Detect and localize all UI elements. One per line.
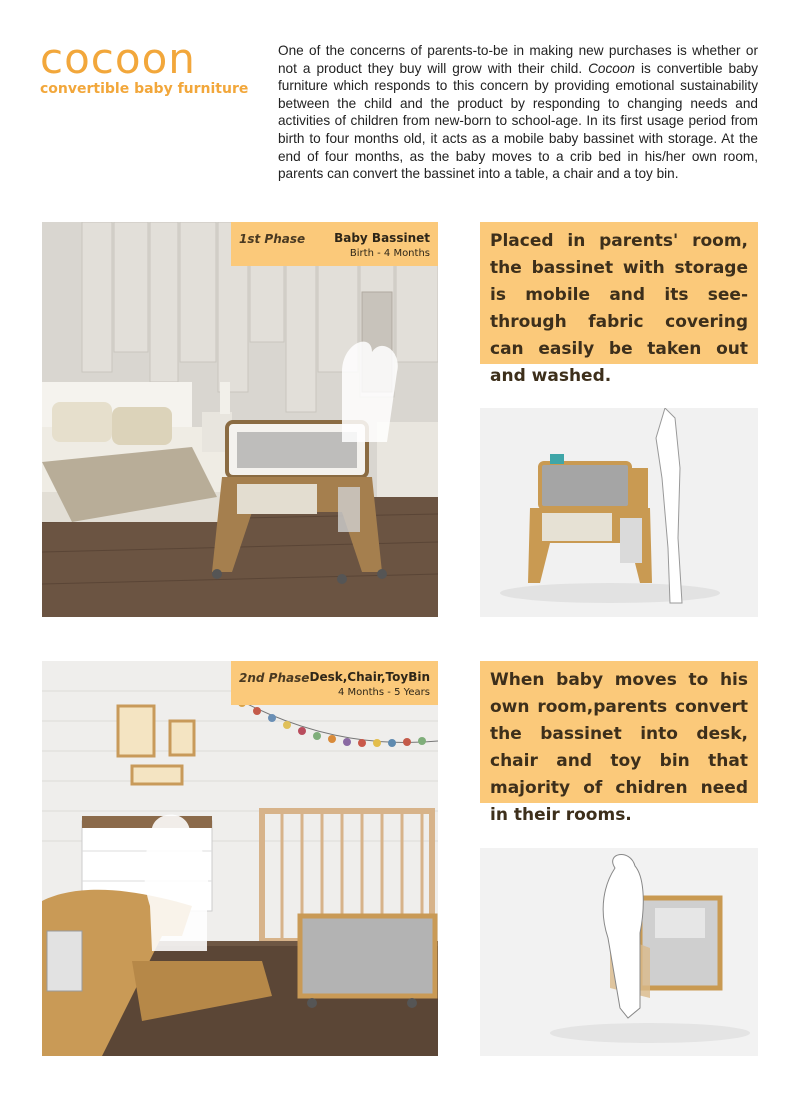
phase1-title: Baby Bassinet [334,231,430,245]
brand-tagline: convertible baby furniture [40,81,249,97]
phase2-range: 4 Months - 5 Years [338,687,430,698]
phase2-description: When baby moves to his own room,parents convert the bassinet into desk, chair and toy bin that majority of chidren need in their rooms. [490,670,748,825]
phase1-description: Placed in parents' room, the bassinet with storage is mobile and its see-through fabric covering can easily be taken out and washed. [490,231,748,386]
phase1-name: 1st Phase [239,232,306,246]
phase2-description-box [480,661,758,825]
phase1-label [231,222,438,266]
phase2-title: Desk,Chair,ToyBin [309,670,430,684]
intro-text-start: One of the concerns of parents-to-be in making new purchases is whether or not a product they buy will grow with their child. [278,43,758,76]
brand-logo: cocoon [40,34,196,83]
intro-text-end: is convertible baby furniture which responds to this concern by providing emotional sustainability between the child and the product by responding to changing needs and activities of children from new-born to school-age. In its first usage period from birth to four months old, it acts as a mobile baby bassinet with storage. At the end of four months, as the baby moves to a crib bed in his/her own room, parents can convert the bassinet into a table, a chair and a toy bin. [278,60,758,182]
phase2-render-image [480,848,758,1056]
phase1-range: Birth - 4 Months [349,248,430,259]
phase2-room-photo [42,661,438,1056]
intro-emphasis: Cocoon [588,60,635,76]
intro-paragraph [278,42,758,183]
phase1-description-box [480,222,758,386]
phase1-render-image [480,408,758,617]
phase2-label [231,661,438,705]
phase1-room-photo [42,222,438,617]
phase2-name: 2nd Phase [239,671,310,685]
